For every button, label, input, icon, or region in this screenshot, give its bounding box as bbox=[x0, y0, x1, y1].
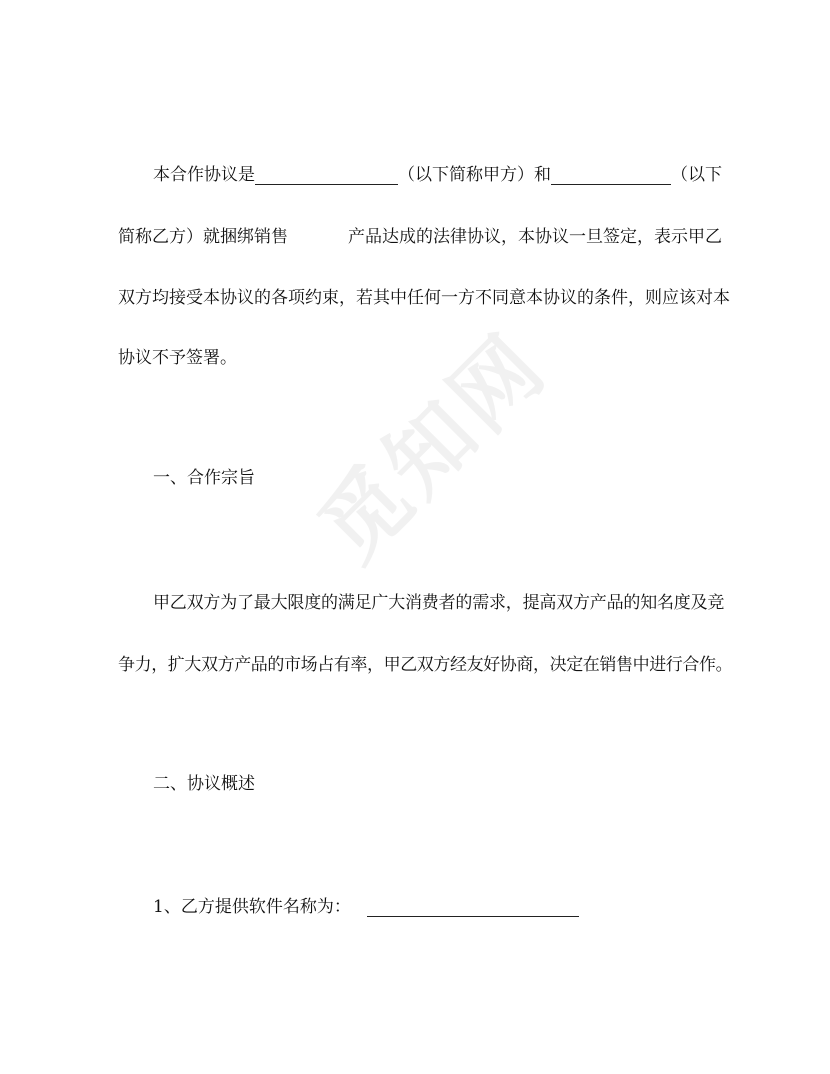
watermark: 觅知网 bbox=[300, 314, 567, 581]
text: 产品达成的法律协议，本协议一旦签定，表示甲乙 bbox=[348, 227, 722, 247]
software-name-blank bbox=[367, 899, 579, 917]
text: （以下简称甲方）和 bbox=[398, 165, 551, 185]
intro-line-4: 协议不予签署。 bbox=[118, 348, 237, 368]
item-1 bbox=[153, 897, 579, 917]
text: （以下 bbox=[671, 165, 722, 185]
text: 简称乙方）就捆绑销售 bbox=[118, 227, 288, 247]
section1-line-1: 甲乙双方为了最大限度的满足广大消费者的需求，提高双方产品的知名度及竞 bbox=[153, 593, 725, 613]
party-a-blank bbox=[255, 167, 398, 185]
intro-line-2 bbox=[118, 227, 722, 247]
party-b-blank bbox=[551, 167, 671, 185]
text: 1、乙方提供软件名称为： bbox=[153, 897, 351, 917]
intro-line-3: 双方均接受本协议的各项约束，若其中任何一方不同意本协议的条件，则应该对本 bbox=[118, 288, 730, 308]
section1-line-2: 争力，扩大双方产品的市场占有率，甲乙双方经友好协商，决定在销售中进行合作。 bbox=[118, 655, 733, 675]
intro-line-1 bbox=[153, 165, 722, 185]
section-heading: 一、合作宗旨 bbox=[153, 468, 255, 488]
section-heading: 二、协议概述 bbox=[153, 774, 255, 794]
text: 本合作协议是 bbox=[153, 165, 255, 185]
